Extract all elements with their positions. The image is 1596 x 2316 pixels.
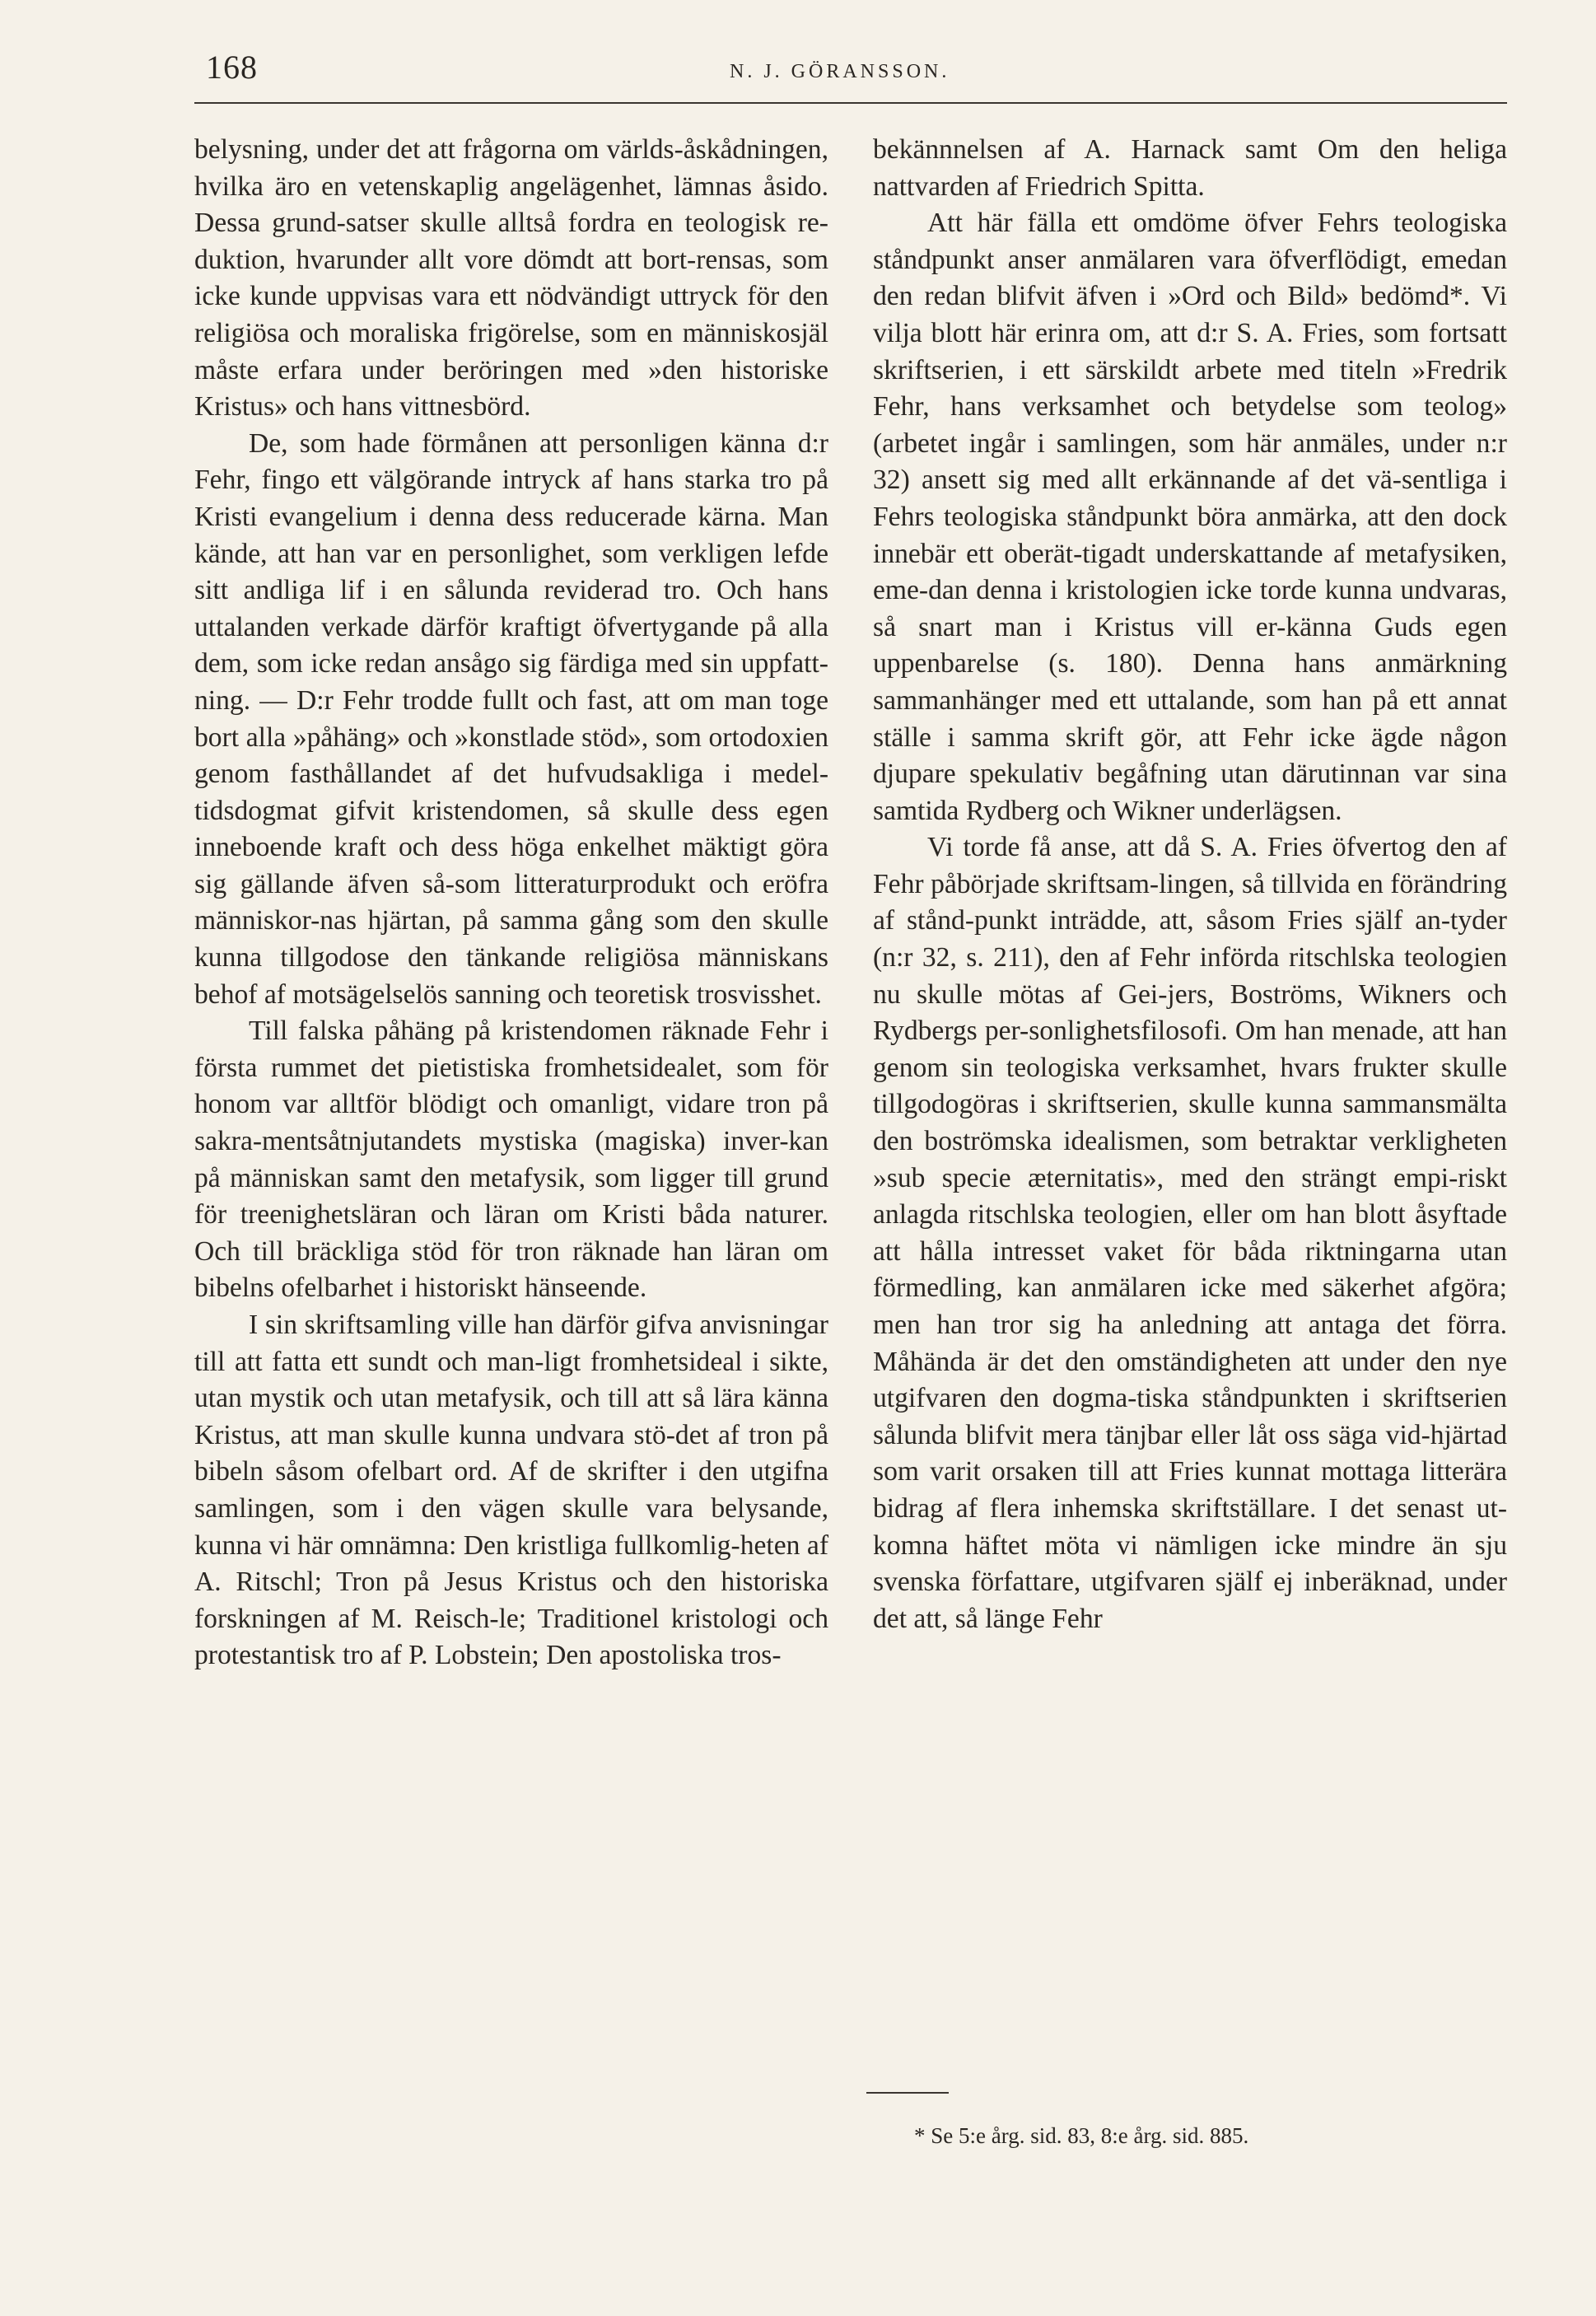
paragraph: I sin skriftsamling ville han därför gifva anvisningar till att fatta ett sundt och man-ligt fromhetsideal i sikte, utan mystik och utan metafysik, och till att så lära känna Kristus, att man skulle kunna undvara stö-det af tron på bibeln såsom ofelbart ord. Af de skrifter i den utgifna samlingen, som i den vägen skulle vara belysande, kunna vi här omnämna: Den kristliga fullkomlig-heten af A. Ritschl; Tron på Jesus Kristus och den historiska forskningen af M. Reisch-le; Traditionel kristologi och protestantisk tro af P. Lobstein; Den apostoliska tros- xyxy=(194,1310,828,1671)
paragraph: Vi torde få anse, att då S. A. Fries öfvertog den af Fehr påbörjade skriftsam-lingen, så tillvida en förändring af stånd-punkt inträdde, att, såsom Fries själf an-tyder (n:r 32, s. 211), den af Fehr införda ritschlska teologien nu skulle mötas af Gei-jers, Boströms, Wikners och Rydbergs per-sonlighetsfilosofi. Om han menade, att han genom sin teologiska verksamhet, hvars frukter skulle tillgodogöras i skriftserien, skulle kunna sammansmälta den boströmska idealismen, som betraktar verkligheten »sub specie æternitatis», med den strängt empi-riskt anlagda ritschlska teologien, eller om han blott åsyftade att hålla intresset vaket för båda riktningarna utan förmedling, kan anmälaren icke med säkerhet afgöra; men han tror sig ha anledning att antaga det förra. Måhända är det den omständigheten att under den nye utgifvaren den dogma-tiska ståndpunkten i skriftserien sålunda blifvit mera tänjbar eller låt oss säga vid-hjärtad som varit orsaken till att Fries kunnat mottaga litterära bidrag af flera inhemska skriftställare. I det senast ut-komna häftet möta vi nämligen icke mindre än sju svenska författare, utgifvaren själf ej inberäknad, under det att, så länge Fehr xyxy=(873,832,1507,1634)
right-column xyxy=(873,132,1507,1637)
paragraph: Att här fälla ett omdöme öfver Fehrs teologiska ståndpunkt anser anmälaren vara öfverflödigt, emedan den redan blifvit äfven i »Ord och Bild» bedömd*. Vi vilja blott här erinra om, att d:r S. A. Fries, som fortsatt skriftserien, i ett särskildt arbete med titeln »Fredrik Fehr, hans verksamhet och betydelse som teolog» (arbetet ingår i samlingen, som här anmäles, under n:r 32) ansett sig med allt erkännande af det vä-sentliga i Fehrs teologiska ståndpunkt böra anmärka, att den dock innebär ett oberät-tigadt underskattande af metafysiken, eme-dan denna i kristologien icke torde kunna undvaras, så snart man i Kristus vill er-känna Guds egen uppenbarelse (s. 180). Denna hans anmärkning sammanhänger med ett uttalande, som han på ett annat ställe i samma skrift gör, att Fehr icke ägde någon djupare spekulativ begåfning utan därutinnan var sina samtida Rydberg och Wikner underlägsen. xyxy=(873,208,1507,826)
page-number: 168 xyxy=(206,49,258,86)
paragraph: Till falska påhäng på kristendomen räknade Fehr i första rummet det pietistiska fromhetsidealet, som för honom var alltför blödigt och omanligt, vidare tron på sakra-mentsåtnjutandets mystiska (magiska) inver-kan på människan samt den metafysik, som ligger till grund för treenighetsläran och läran om Kristi båda naturer. Och till bräckliga stöd för tron räknade han läran om bibelns ofelbarhet i historiskt hänseende. xyxy=(194,1016,828,1304)
running-head: N. J. GÖRANSSON. xyxy=(730,61,950,82)
paragraph: De, som hade förmånen att personligen känna d:r Fehr, fingo ett välgörande intryck af hans starka tro på Kristi evangelium i denna dess reducerade kärna. Man kände, att han var en personlighet, som verkligen lefde sitt andliga lif i en sålunda reviderad tro. Och hans uttalanden verkade därför kraftigt öfvertygande på alla dem, som icke redan ansågo sig färdiga med sin uppfatt-ning. — D:r Fehr trodde fullt och fast, att om man toge bort alla »påhäng» och »konstlade stöd», som ortodoxien genom fasthållandet af det hufvudsakliga i medel-tidsdogmat gifvit kristendomen, så skulle dess egen inneboende kraft och dess höga enkelhet mäktigt göra sig gällande äfven så-som litteraturprodukt och eröfra människor-nas hjärtan, på samma gång som den skulle kunna tillgodose den tänkande religiösa människans behof af motsägelselös sanning och teoretisk trosvisshet. xyxy=(194,427,828,1010)
paragraph: belysning, under det att frågorna om världs-åskådningen, hvilka äro en vetenskaplig angelägenhet, lämnas åsido. Dessa grund-satser skulle alltså fordra en teologisk re-duktion, hvarunder allt vore dömdt att bort-rensas, som icke kunde uppvisas vara ett nödvändigt uttryck för den religiösa och moraliska frigörelse, som en människosjäl måste erfara under beröringen med »den historiske Kristus» och hans vittnesbörd. xyxy=(194,134,828,423)
page-header xyxy=(194,43,1507,100)
footnote-rule xyxy=(866,2092,949,2094)
left-column xyxy=(194,132,828,1674)
footnote: * Se 5:e årg. sid. 83, 8:e årg. sid. 885. xyxy=(914,2123,1249,2148)
header-rule xyxy=(194,102,1507,104)
paragraph: bekännnelsen af A. Harnack samt Om den heliga nattvarden af Friedrich Spitta. xyxy=(873,134,1507,202)
